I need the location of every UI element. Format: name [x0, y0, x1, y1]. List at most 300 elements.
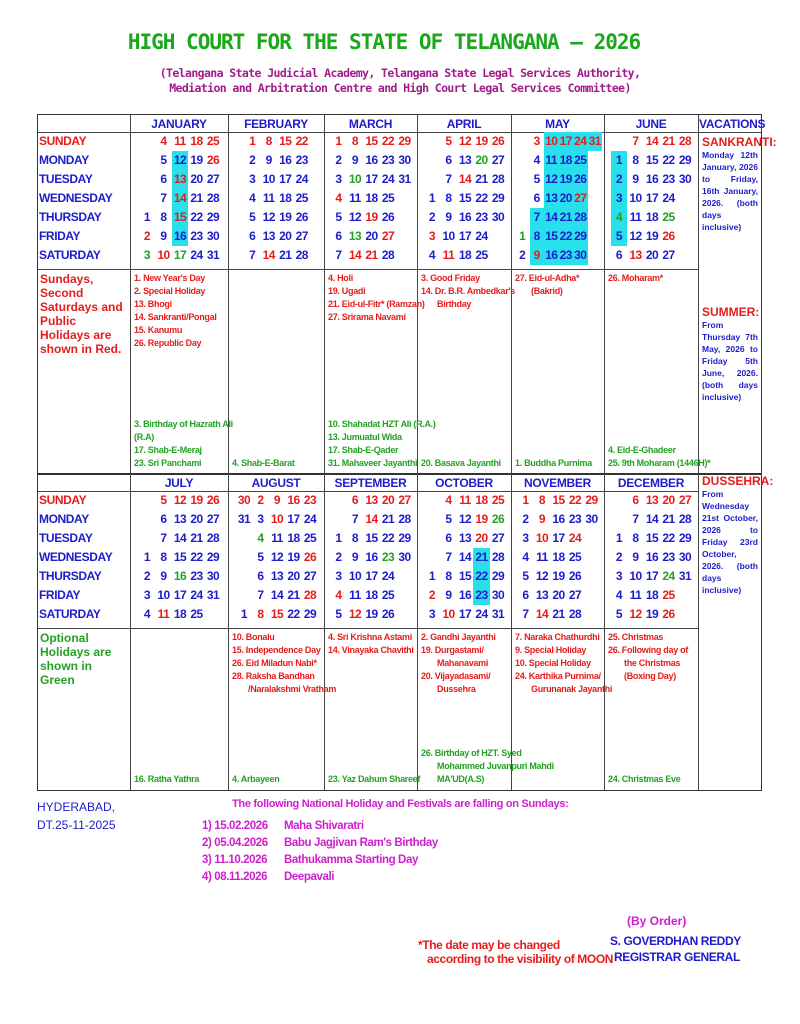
legend-note [40, 272, 128, 356]
date-cell: 1 [240, 607, 248, 621]
date-cell: 16 [645, 550, 659, 564]
date-cell: 30 [237, 493, 251, 507]
vacation-title: DUSSEHRA: [702, 474, 774, 488]
date-cell: 7 [249, 248, 256, 262]
date-cell: 10 [442, 229, 455, 243]
date-cell: 23 [568, 512, 582, 526]
date-cell: 3 [428, 229, 436, 243]
holiday-note: (Bakrid) [531, 286, 563, 296]
month-notes-top [232, 631, 336, 696]
date-cell: 17 [559, 132, 574, 151]
date-cell: 26 [381, 210, 395, 224]
date-cell: 22 [559, 227, 574, 246]
date-cell: 1 [611, 151, 628, 170]
date-cell: 12 [262, 210, 275, 224]
date-cell: 11 [629, 588, 642, 602]
optional-holiday-note: 23. Sri Panchami [134, 458, 202, 468]
date-cell: 16 [458, 210, 472, 224]
date-cell: 22 [662, 153, 675, 167]
date-cell: 21 [365, 248, 378, 262]
date-cell: 18 [173, 607, 187, 621]
date-cell: 15 [270, 607, 284, 621]
optional-holiday-note: 23. Yaz Dahum Shareef [328, 774, 421, 784]
holiday-note: 26. Following day of [608, 645, 689, 655]
date-cell: 5 [522, 569, 529, 583]
date-cell: 10 [157, 248, 170, 262]
column-divider [604, 115, 605, 474]
holiday-note: 20. Vijayadasami/ [421, 671, 491, 681]
date-cell: 7 [160, 531, 167, 545]
date-cell: 15 [552, 493, 565, 507]
calendar-jul-dec [37, 473, 774, 791]
date-cell: 30 [398, 153, 411, 167]
month-header: JANUARY [151, 117, 207, 131]
date-cell: 2 [428, 210, 436, 224]
weekday-labels [39, 491, 129, 624]
date-cell: 26 [568, 569, 582, 583]
date-cell: 3 [143, 248, 151, 262]
date-cell: 2 [522, 512, 529, 526]
holiday-note: 15. Kanumu [134, 325, 183, 335]
weekday-label: THURSDAY [39, 569, 102, 583]
date-cell: 4 [615, 588, 623, 602]
date-cell: 9 [273, 493, 281, 507]
date-cell: 7 [632, 512, 639, 526]
date-cell: 19 [287, 550, 300, 564]
date-cell: 18 [552, 550, 565, 564]
date-cell: 9 [632, 172, 639, 186]
month-notes-bottom [232, 457, 295, 470]
month-grid [330, 132, 413, 265]
date-cell: 7 [445, 172, 452, 186]
date-cell: 8 [351, 134, 359, 148]
date-cell: 21 [662, 134, 675, 148]
date-cell: 6 [615, 248, 623, 262]
date-cell: 15 [365, 134, 378, 148]
month-header: APRIL [446, 117, 482, 131]
date-cell: 16 [287, 493, 300, 507]
date-cell: 12 [173, 493, 187, 507]
date-cell: 27 [662, 248, 675, 262]
date-cell: 17 [365, 172, 378, 186]
month-header: JUNE [635, 117, 667, 131]
date-cell: 30 [206, 569, 220, 583]
date-cell: 30 [398, 550, 411, 564]
date-cell: 2 [615, 550, 623, 564]
date-cell: 15 [544, 227, 559, 246]
month-grid [330, 491, 413, 624]
vacation-block [702, 305, 758, 403]
date-cell: 24 [475, 607, 488, 621]
date-cell: 26 [206, 153, 220, 167]
weekday-label: WEDNESDAY [39, 550, 113, 564]
legend-line: Public [40, 314, 77, 328]
date-cell: 11 [442, 248, 455, 262]
date-cell: 10 [270, 512, 284, 526]
date-cell: 3 [143, 588, 151, 602]
date-cell: 27 [491, 531, 505, 545]
date-cell: 26 [573, 170, 588, 189]
date-cell: 2 [519, 248, 526, 262]
date-cell: 23 [303, 493, 317, 507]
weekday-label: TUESDAY [39, 172, 93, 186]
date-cell: 25 [568, 550, 582, 564]
optional-holiday-note: Mohammed Juvanpuri Mahdi [437, 761, 554, 771]
date-cell: 12 [458, 512, 472, 526]
date-cell: 9 [351, 550, 359, 564]
date-cell: 21 [662, 512, 675, 526]
month-notes-bottom [608, 444, 710, 470]
date-cell: 14 [270, 588, 284, 602]
optional-holiday-note: MA'UD(A.S) [437, 774, 485, 784]
month-notes-top [328, 631, 414, 657]
date-cell: 2 [611, 170, 628, 189]
moon-note [418, 938, 613, 966]
date-cell: 23 [662, 550, 675, 564]
date-cell: 22 [381, 134, 395, 148]
date-cell: 12 [629, 229, 642, 243]
date-cell: 4 [257, 531, 264, 545]
holiday-note: 14. Vinayaka Chavithi [328, 645, 414, 655]
date-cell: 22 [473, 567, 490, 586]
column-divider [511, 474, 512, 790]
date-cell: 1 [522, 493, 529, 507]
date-cell: 13 [365, 493, 378, 507]
date-cell: 22 [287, 607, 300, 621]
date-cell: 7 [530, 208, 545, 227]
date-cell: 8 [265, 134, 272, 148]
month-notes-bottom [134, 773, 199, 786]
date-cell: 28 [206, 191, 220, 205]
column-divider [130, 115, 131, 474]
month-notes-bottom [134, 418, 233, 470]
date-cell: 21 [190, 531, 203, 545]
date-cell: 27 [381, 229, 395, 243]
date-cell: 21 [473, 548, 490, 567]
date-cell: 2 [143, 229, 151, 243]
date-cell: 3 [611, 189, 628, 208]
date-cell: 19 [279, 210, 292, 224]
date-cell: 17 [173, 248, 187, 262]
date-cell: 5 [249, 210, 256, 224]
date-cell: 17 [173, 588, 187, 602]
date-cell: 6 [351, 493, 359, 507]
vacation-block [702, 135, 777, 233]
column-divider [698, 474, 699, 790]
date-cell: 7 [335, 248, 342, 262]
date-cell: 9 [445, 210, 452, 224]
date-cell: 11 [262, 191, 275, 205]
date-cell: 20 [475, 153, 488, 167]
date-cell: 4 [160, 134, 167, 148]
date-cell: 23 [559, 246, 574, 265]
date-cell: 28 [568, 607, 582, 621]
weekday-label: FRIDAY [39, 229, 81, 243]
month-grid [236, 491, 319, 624]
date-cell: 28 [295, 248, 308, 262]
date-cell: 16 [279, 153, 292, 167]
date-cell: 15 [645, 531, 659, 545]
date-cell: 7 [160, 191, 167, 205]
date-cell: 6 [522, 588, 529, 602]
date-cell: 30 [585, 512, 598, 526]
date-cell: 24 [662, 191, 675, 205]
date-cell: 11 [459, 493, 471, 507]
date-cell: 23 [662, 172, 675, 186]
holiday-note: 4. Sri Krishna Astami [328, 632, 412, 642]
optional-holiday-note: 31. Mahaveer Jayanthi [328, 458, 418, 468]
month-grid [611, 132, 694, 265]
legend-line: Holidays are [40, 328, 112, 342]
date-cell: 26 [662, 607, 675, 621]
date-cell: 5 [533, 172, 540, 186]
date-cell: 16 [365, 550, 378, 564]
date-cell: 25 [475, 248, 488, 262]
date-cell: 2 [428, 588, 436, 602]
holiday-note: Mahanavami [437, 658, 489, 668]
date-cell: 18 [645, 210, 659, 224]
date-cell: 6 [249, 229, 256, 243]
subtitle-line: (Telangana State Judicial Academy, Telangana State Legal Services Authority, [159, 66, 641, 80]
date-cell: 13 [348, 229, 362, 243]
date-cell: 24 [295, 172, 308, 186]
holiday-note: 7. Naraka Chathurdhi [515, 632, 600, 642]
optional-holiday-note: 16. Ratha Yathra [134, 774, 200, 784]
weekday-labels [39, 132, 129, 265]
weekday-label: SATURDAY [39, 607, 101, 621]
date-cell: 8 [445, 569, 452, 583]
holiday-note: 9. Special Holiday [515, 645, 587, 655]
date-cell: 6 [160, 172, 167, 186]
page-title: HIGH COURT FOR THE STATE OF TELANGANA – 2026 [127, 30, 641, 54]
date-cell: 29 [585, 493, 598, 507]
date-cell: 18 [279, 191, 292, 205]
date-cell: 16 [172, 227, 189, 246]
date-cell: 4 [335, 588, 342, 602]
date-cell: 2 [335, 550, 342, 564]
date-cell: 3 [257, 512, 264, 526]
date-cell: 13 [172, 170, 189, 189]
date-cell: 21 [190, 191, 203, 205]
date-cell: 1 [249, 134, 256, 148]
date-cell: 27 [206, 512, 220, 526]
date-cell: 13 [173, 512, 187, 526]
date-cell: 21 [559, 208, 574, 227]
date-cell: 16 [645, 172, 659, 186]
weekday-label: FRIDAY [39, 588, 81, 602]
month-grid [611, 491, 694, 624]
sunday-holiday-date: 2) 05.04.2026 [202, 837, 268, 849]
month-notes-bottom [421, 747, 554, 786]
holiday-note: 2. Gandhi Jayanthi [421, 632, 496, 642]
date-cell: 23 [381, 153, 395, 167]
date-cell: 29 [678, 153, 692, 167]
optional-holiday-note: 4. Eid-E-Ghadeer [608, 445, 676, 455]
date-cell: 29 [678, 531, 692, 545]
sunday-holiday-name: Bathukamma Starting Day [284, 854, 418, 866]
date-cell: 16 [365, 153, 378, 167]
month-grid [424, 132, 507, 265]
month-notes-top [608, 631, 688, 683]
date-cell: 20 [559, 189, 574, 208]
sunday-holiday-name: Babu Jagjivan Ram's Birthday [284, 837, 438, 849]
footer [0, 790, 768, 1024]
date-cell: 20 [190, 512, 203, 526]
date-cell: 19 [365, 210, 378, 224]
date-cell: 4 [533, 153, 540, 167]
row-divider [698, 132, 761, 133]
date-cell: 17 [458, 607, 472, 621]
date-cell: 9 [632, 550, 639, 564]
holiday-note: 26. Eid Miladun Nabi* [232, 658, 317, 668]
month-notes-top [421, 631, 496, 696]
month-notes-top [134, 272, 217, 350]
optional-holiday-note: 20. Basava Jayanthi [421, 458, 501, 468]
date-cell: 7 [257, 588, 264, 602]
date-cell: 1 [519, 229, 526, 243]
sunday-heading: The following National Holiday and Festivals are falling on Sundays: [232, 798, 569, 810]
date-cell: 4 [335, 191, 342, 205]
date-cell: 30 [491, 588, 505, 602]
optional-holiday-note: 17. Shab-E-Meraj [134, 445, 202, 455]
date-cell: 28 [678, 512, 692, 526]
date-cell: 27 [206, 172, 220, 186]
date-cell: 11 [536, 550, 548, 564]
date-cell: 1 [335, 531, 342, 545]
weekday-label: SUNDAY [39, 134, 87, 148]
date-cell: 21 [279, 248, 292, 262]
date-cell: 17 [645, 191, 659, 205]
month-header: MARCH [348, 117, 393, 131]
optional-holiday-note: 1. Buddha Purnima [515, 458, 592, 468]
date-cell: 9 [445, 588, 452, 602]
sunday-holiday-list [202, 818, 438, 886]
date-cell: 10 [442, 607, 455, 621]
month-header: MAY [545, 117, 570, 131]
date-cell: 25 [381, 191, 395, 205]
date-cell: 10 [348, 569, 362, 583]
optional-holiday-note: 17. Shab-E-Qader [328, 445, 399, 455]
holiday-note: 26. Moharam* [608, 273, 663, 283]
date-cell: 5 [615, 607, 623, 621]
date-cell: 14 [348, 248, 362, 262]
date-cell: 12 [544, 170, 559, 189]
date-cell: 24 [475, 229, 488, 243]
date-cell: 18 [475, 493, 488, 507]
date-cell: 6 [160, 512, 167, 526]
date-cell: 17 [365, 569, 378, 583]
date-cell: 7 [632, 134, 639, 148]
date-cell: 3 [533, 134, 540, 148]
column-divider [417, 474, 418, 790]
month-notes-top [515, 272, 579, 298]
date-cell: 30 [678, 172, 692, 186]
month-header: AUGUST [251, 476, 301, 490]
weekday-label: SUNDAY [39, 493, 87, 507]
holiday-note: (Boxing Day) [624, 671, 676, 681]
date-cell: 11 [629, 210, 642, 224]
month-notes-bottom [328, 418, 436, 470]
by-order: (By Order) [627, 914, 687, 928]
date-cell: 11 [271, 531, 283, 545]
optional-holiday-note: 13. Jumuatul Wida [328, 432, 402, 442]
date-cell: 15 [458, 569, 472, 583]
date-cell: 6 [533, 191, 540, 205]
date-cell: 13 [458, 531, 472, 545]
date-cell: 14 [458, 172, 472, 186]
date-cell: 3 [428, 607, 436, 621]
date-cell: 26 [381, 607, 395, 621]
date-cell: 20 [475, 531, 488, 545]
date-cell: 30 [491, 210, 505, 224]
date-cell: 30 [573, 246, 588, 265]
date-cell: 9 [160, 229, 167, 243]
date-cell: 18 [365, 191, 378, 205]
date-cell: 15 [172, 208, 189, 227]
month-grid [139, 132, 222, 265]
optional-holiday-note: 3. Birthday of Hazrath Ali [134, 419, 233, 429]
date-cell: 22 [190, 210, 203, 224]
date-cell: 20 [381, 493, 395, 507]
date-cell: 26 [491, 134, 505, 148]
date-cell: 23 [381, 550, 395, 564]
date-cell: 16 [544, 246, 559, 265]
date-cell: 1 [143, 550, 151, 564]
date-cell: 31 [206, 588, 220, 602]
holiday-note: Gurunanak Jayanthi [531, 684, 613, 694]
date-cell: 8 [351, 531, 359, 545]
date-cell: 6 [257, 569, 264, 583]
date-cell: 21 [552, 607, 565, 621]
date-cell: 29 [206, 550, 220, 564]
holiday-note: 24. Karthika Purnima/ [515, 671, 601, 681]
date-cell: 18 [458, 248, 472, 262]
date-cell: 19 [475, 512, 488, 526]
month-notes-bottom [232, 773, 279, 786]
sunday-holiday-date: 4) 08.11.2026 [202, 871, 268, 883]
date-cell: 8 [257, 607, 264, 621]
date-cell: 19 [190, 153, 203, 167]
date-cell: 10 [157, 588, 170, 602]
date-cell: 13 [458, 153, 472, 167]
date-cell: 28 [491, 172, 505, 186]
holiday-note: 19. Ugadi [328, 286, 366, 296]
date-cell: 23 [190, 569, 203, 583]
date-cell: 11 [349, 588, 361, 602]
date-cell: 31 [206, 248, 220, 262]
date-cell: 18 [190, 134, 203, 148]
optional-holiday-note: 24. Christmas Eve [608, 774, 681, 784]
vacation-text: Monday 12th January, 2026 to Friday, 16th January, 2026. (both days inclusive) [702, 150, 758, 232]
date-cell: 15 [645, 153, 659, 167]
date-cell: 10 [262, 172, 275, 186]
date-cell: 31 [678, 569, 692, 583]
legend-line: Optional [40, 631, 89, 645]
optional-holiday-note: 4. Shab-E-Barat [232, 458, 295, 468]
date-cell: 30 [206, 229, 220, 243]
date-cell: 29 [398, 531, 411, 545]
date-cell: 25 [206, 134, 220, 148]
row-divider [38, 269, 698, 270]
sunday-holiday-name: Deepavali [284, 871, 335, 883]
date-cell: 24 [573, 132, 588, 151]
date-cell: 1 [428, 569, 436, 583]
date-cell: 23 [190, 229, 203, 243]
date-cell: 28 [381, 248, 395, 262]
weekday-label: TUESDAY [39, 531, 93, 545]
optional-holiday-note: 26. Birthday of HZT. Syed [421, 748, 522, 758]
date-cell: 15 [173, 550, 187, 564]
